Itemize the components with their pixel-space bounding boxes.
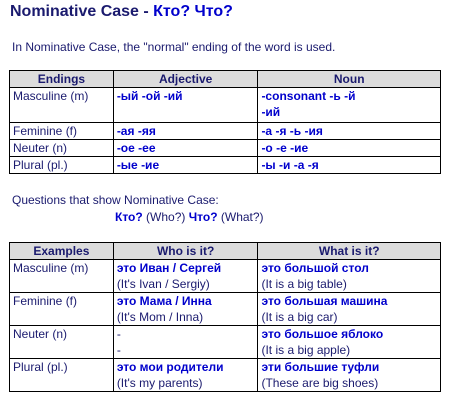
table-row — [10, 140, 441, 157]
who-translation: (It's Mom / Inna) — [116, 310, 204, 324]
title-question: Кто? Что? — [153, 3, 233, 20]
endings-table — [9, 70, 441, 174]
page-title — [10, 3, 233, 21]
row-label: Feminine (f) — [10, 293, 114, 326]
table-header-row — [10, 243, 441, 260]
header-endings: Endings — [10, 71, 114, 88]
table-header-row — [10, 71, 441, 88]
who-cell — [113, 326, 258, 359]
what-cell — [258, 359, 441, 392]
header-what: What is it? — [258, 243, 441, 260]
question-who: Кто? — [115, 210, 143, 224]
header-examples: Examples — [10, 243, 114, 260]
table-row — [10, 359, 441, 392]
what-cell — [258, 293, 441, 326]
noun-endings-line2: -ий — [261, 105, 281, 119]
row-label: Masculine (m) — [10, 260, 114, 293]
who-translation: - — [116, 343, 121, 357]
who-example: это мои родители — [116, 360, 224, 374]
questions-intro: Questions that show Nominative Case: — [12, 193, 219, 207]
row-label: Plural (pl.) — [10, 157, 114, 174]
table-row — [10, 326, 441, 359]
row-label: Feminine (f) — [10, 123, 114, 140]
who-example: это Иван / Сергей — [116, 261, 222, 275]
adjective-endings: -ое -ее — [113, 140, 258, 157]
row-label: Neuter (n) — [10, 326, 114, 359]
who-cell — [113, 293, 258, 326]
table-row — [10, 88, 441, 123]
what-translation: (It is a big table) — [261, 277, 347, 291]
what-example: это большое яблоко — [261, 327, 384, 341]
noun-endings: -о -е -ие — [258, 140, 441, 157]
who-cell — [113, 260, 258, 293]
adjective-endings: -ая -яя — [113, 123, 258, 140]
noun-endings: -а -я -ь -ия — [258, 123, 441, 140]
header-noun: Noun — [258, 71, 441, 88]
row-label: Neuter (n) — [10, 140, 114, 157]
header-who: Who is it? — [113, 243, 258, 260]
table-row — [10, 293, 441, 326]
who-translation: (It's Ivan / Sergiy) — [116, 277, 210, 291]
noun-endings: -ы -и -а -я — [258, 157, 441, 174]
question-who-translation: (Who?) — [142, 210, 189, 224]
noun-endings — [258, 88, 441, 123]
adjective-endings: -ые -ие — [113, 157, 258, 174]
who-example: это Мама / Инна — [116, 294, 212, 308]
noun-endings-line1: -consonant -ь -й — [261, 89, 356, 103]
what-cell — [258, 326, 441, 359]
questions-line — [115, 210, 264, 224]
row-label: Masculine (m) — [10, 88, 114, 123]
question-what-translation: (What?) — [217, 210, 264, 224]
question-what: Что? — [188, 210, 218, 224]
table-row — [10, 123, 441, 140]
header-adjective: Adjective — [113, 71, 258, 88]
what-cell — [258, 260, 441, 293]
what-translation: (These are big shoes) — [261, 376, 379, 390]
what-translation: (It is a big car) — [261, 310, 338, 324]
adjective-endings: -ый -ой -ий — [113, 88, 258, 123]
what-translation: (It is a big apple) — [261, 343, 351, 357]
title-main: Nominative Case - — [10, 3, 154, 20]
who-example: - — [116, 327, 121, 341]
what-example: это большая машина — [261, 294, 388, 308]
examples-table — [9, 242, 441, 392]
row-label: Plural (pl.) — [10, 359, 114, 392]
intro-text: In Nominative Case, the "normal" ending of the word is used. — [12, 40, 336, 54]
what-example: эти большие туфли — [261, 360, 380, 374]
table-row — [10, 260, 441, 293]
who-cell — [113, 359, 258, 392]
who-translation: (It's my parents) — [116, 376, 203, 390]
what-example: это большой стол — [261, 261, 369, 275]
table-row — [10, 157, 441, 174]
